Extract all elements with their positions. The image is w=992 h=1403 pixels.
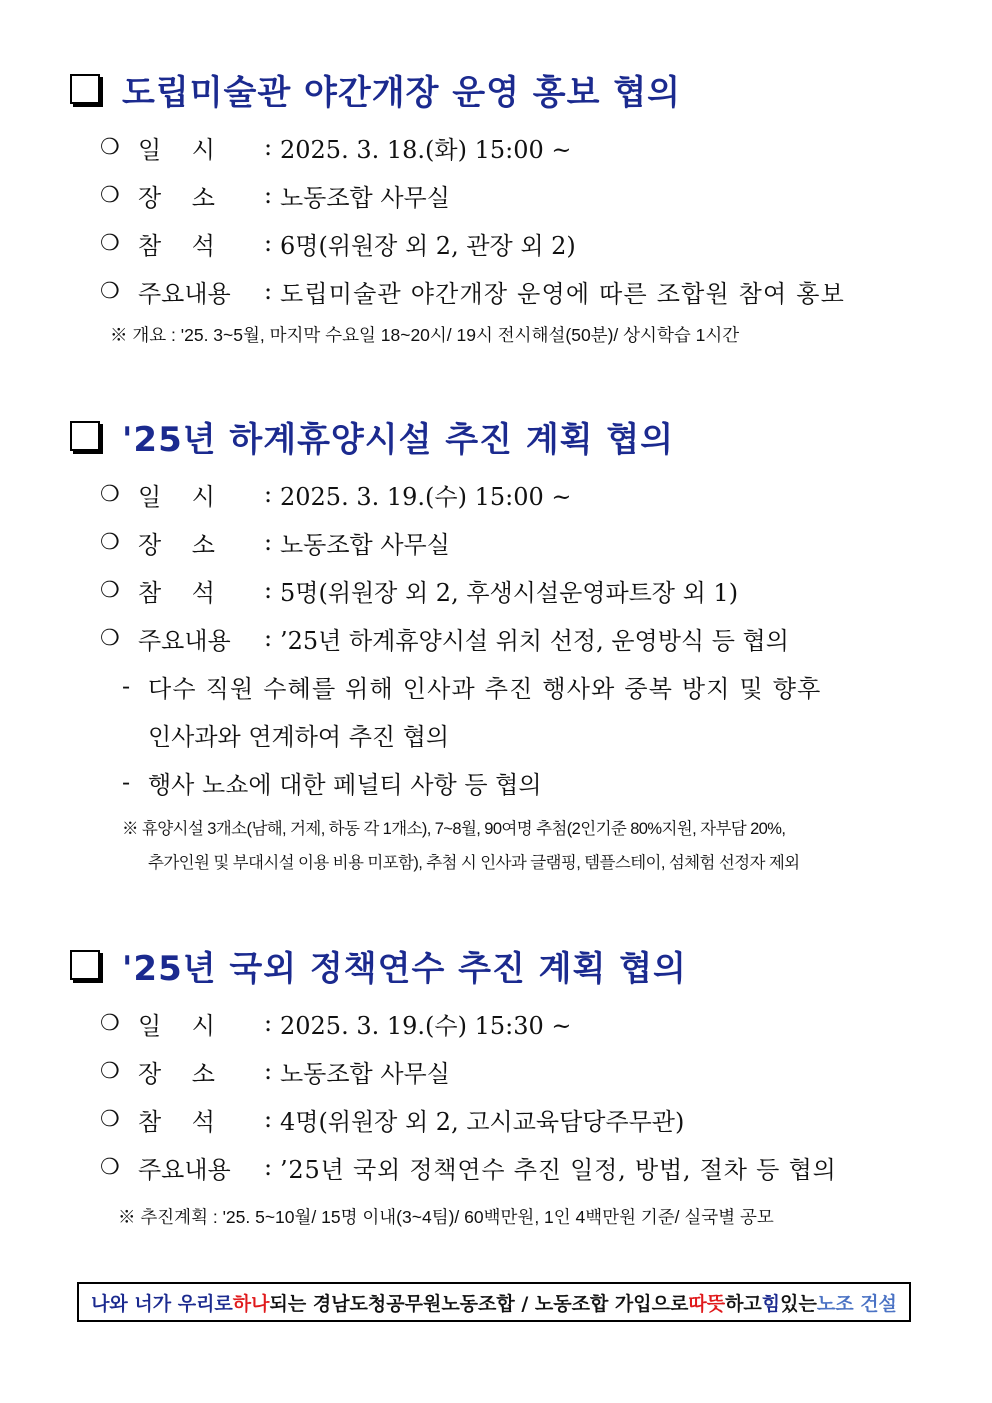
row-value: 4명(위원장 외 2, 고시교육담당주무관) (280, 1107, 685, 1136)
circle-bullet-icon: ❍ (100, 529, 120, 555)
section-3-row-place (100, 1053, 450, 1089)
colon: : (263, 1153, 273, 1181)
slogan-segment: 되는 경남도청공무원노동조합 / 노동조합 가입으로 (269, 1292, 689, 1315)
dash-bullet: - (122, 672, 131, 700)
section-2-row-content (100, 620, 789, 656)
circle-bullet-icon: ❍ (100, 134, 120, 160)
colon: : (263, 576, 273, 604)
circle-bullet-icon: ❍ (100, 481, 120, 507)
section-1-row-date (100, 129, 571, 165)
detail-text: 다수 직원 수혜를 위해 인사과 추진 행사와 중복 방지 및 향후 (148, 674, 822, 703)
colon: : (263, 277, 273, 305)
row-value: 노동조합 사무실 (280, 530, 450, 559)
section-2-detail-1-cont (122, 716, 449, 752)
row-value: ’25년 국외 정책연수 추진 일정, 방법, 절차 등 협의 (280, 1155, 837, 1184)
section-3-row-content (100, 1149, 837, 1185)
row-value: 5명(위원장 외 2, 후생시설운영파트장 외 1) (280, 578, 739, 607)
section-2-note-line-1: ※ 휴양시설 3개소(남해, 거제, 하동 각 1개소), 7~8월, 90여명 추첨(2인기준 80%지원, 자부담 20%, (122, 820, 786, 838)
circle-bullet-icon: ❍ (100, 1058, 120, 1084)
detail-text: 인사과와 연계하여 추진 협의 (148, 722, 450, 751)
row-label: 일 시 (138, 135, 215, 164)
section-2-detail-1 (122, 668, 822, 704)
row-label: 일 시 (138, 1011, 215, 1040)
slogan-segment: 따뜻 (688, 1292, 726, 1315)
circle-bullet-icon: ❍ (100, 577, 120, 603)
colon: : (263, 181, 273, 209)
row-label: 장 소 (138, 530, 215, 559)
section-3-note: ※ 추진계획 : '25. 5~10월/ 15명 이내(3~4팀)/ 60백만원, 1인 4백만원 기준/ 실국별 공모 (118, 1206, 774, 1227)
section-1-heading (70, 65, 681, 113)
colon: : (263, 1057, 273, 1085)
section-2-detail-2 (122, 764, 542, 800)
row-label: 참 석 (138, 231, 215, 260)
row-value: 2025. 3. 19.(수) 15:30 ~ (280, 1011, 572, 1040)
slogan-segment: 노조 건설 (816, 1292, 897, 1315)
checkbox-square-icon (70, 950, 100, 980)
checkbox-square-icon (70, 74, 100, 104)
row-label: 주요내용 (138, 1155, 231, 1184)
row-value: 도립미술관 야간개장 운영에 따른 조합원 참여 홍보 (280, 279, 846, 308)
circle-bullet-icon: ❍ (100, 230, 120, 256)
slogan-segment: 힘 (761, 1292, 781, 1315)
circle-bullet-icon: ❍ (100, 625, 120, 651)
detail-text: 행사 노쇼에 대한 페널티 사항 등 협의 (148, 770, 542, 799)
colon: : (263, 1105, 273, 1133)
row-value: ’25년 하계휴양시설 위치 선정, 운영방식 등 협의 (280, 626, 789, 655)
circle-bullet-icon: ❍ (100, 1154, 120, 1180)
colon: : (263, 1009, 273, 1037)
row-value: 노동조합 사무실 (280, 183, 450, 212)
slogan-banner (77, 1282, 911, 1322)
circle-bullet-icon: ❍ (100, 278, 120, 304)
section-2-row-place (100, 524, 450, 560)
section-3-row-attendees (100, 1101, 684, 1137)
row-label: 참 석 (138, 1107, 215, 1136)
slogan-segment: 하고 (725, 1292, 762, 1315)
row-label: 참 석 (138, 578, 215, 607)
row-label: 장 소 (138, 1059, 215, 1088)
section-1-title: 도립미술관 야간개장 운영 홍보 협의 (122, 72, 682, 113)
row-value: 2025. 3. 19.(수) 15:00 ~ (280, 482, 572, 511)
circle-bullet-icon: ❍ (100, 1010, 120, 1036)
row-label: 주요내용 (138, 626, 231, 655)
section-1-note: ※ 개요 : '25. 3~5월, 마지막 수요일 18~20시/ 19시 전시해설(50분)/ 상시학습 1시간 (110, 324, 740, 345)
section-1-row-place (100, 177, 450, 213)
colon: : (263, 528, 273, 556)
section-3-row-date (100, 1005, 571, 1041)
dash-bullet: - (122, 768, 131, 796)
colon: : (263, 480, 273, 508)
section-2-title: '25년 하계휴양시설 추진 계획 협의 (122, 419, 675, 460)
colon: : (263, 133, 273, 161)
slogan-segment: 나와 너가 우리로 (91, 1292, 233, 1315)
row-label: 주요내용 (138, 279, 231, 308)
section-2-row-date (100, 476, 571, 512)
section-3-title: '25년 국외 정책연수 추진 계획 협의 (122, 948, 687, 989)
checkbox-square-icon (70, 421, 100, 451)
section-2-heading (70, 412, 674, 460)
section-1-row-content (100, 273, 845, 309)
circle-bullet-icon: ❍ (100, 182, 120, 208)
slogan-segment: 있는 (780, 1292, 817, 1315)
row-value: 2025. 3. 18.(화) 15:00 ~ (280, 135, 572, 164)
colon: : (263, 229, 273, 257)
section-1-row-attendees (100, 225, 576, 261)
row-value: 6명(위원장 외 2, 관장 외 2) (280, 231, 576, 260)
colon: : (263, 624, 273, 652)
row-value: 노동조합 사무실 (280, 1059, 450, 1088)
section-3-heading (70, 941, 687, 989)
slogan-segment: 하나 (232, 1292, 270, 1315)
circle-bullet-icon: ❍ (100, 1106, 120, 1132)
section-2-note-line-2: 추가인원 및 부대시설 이용 비용 미포함), 추첨 시 인사과 글램핑, 템플스테이, 섬체험 선정자 제외 (148, 854, 800, 872)
row-label: 일 시 (138, 482, 215, 511)
row-label: 장 소 (138, 183, 215, 212)
section-2-row-attendees (100, 572, 738, 608)
